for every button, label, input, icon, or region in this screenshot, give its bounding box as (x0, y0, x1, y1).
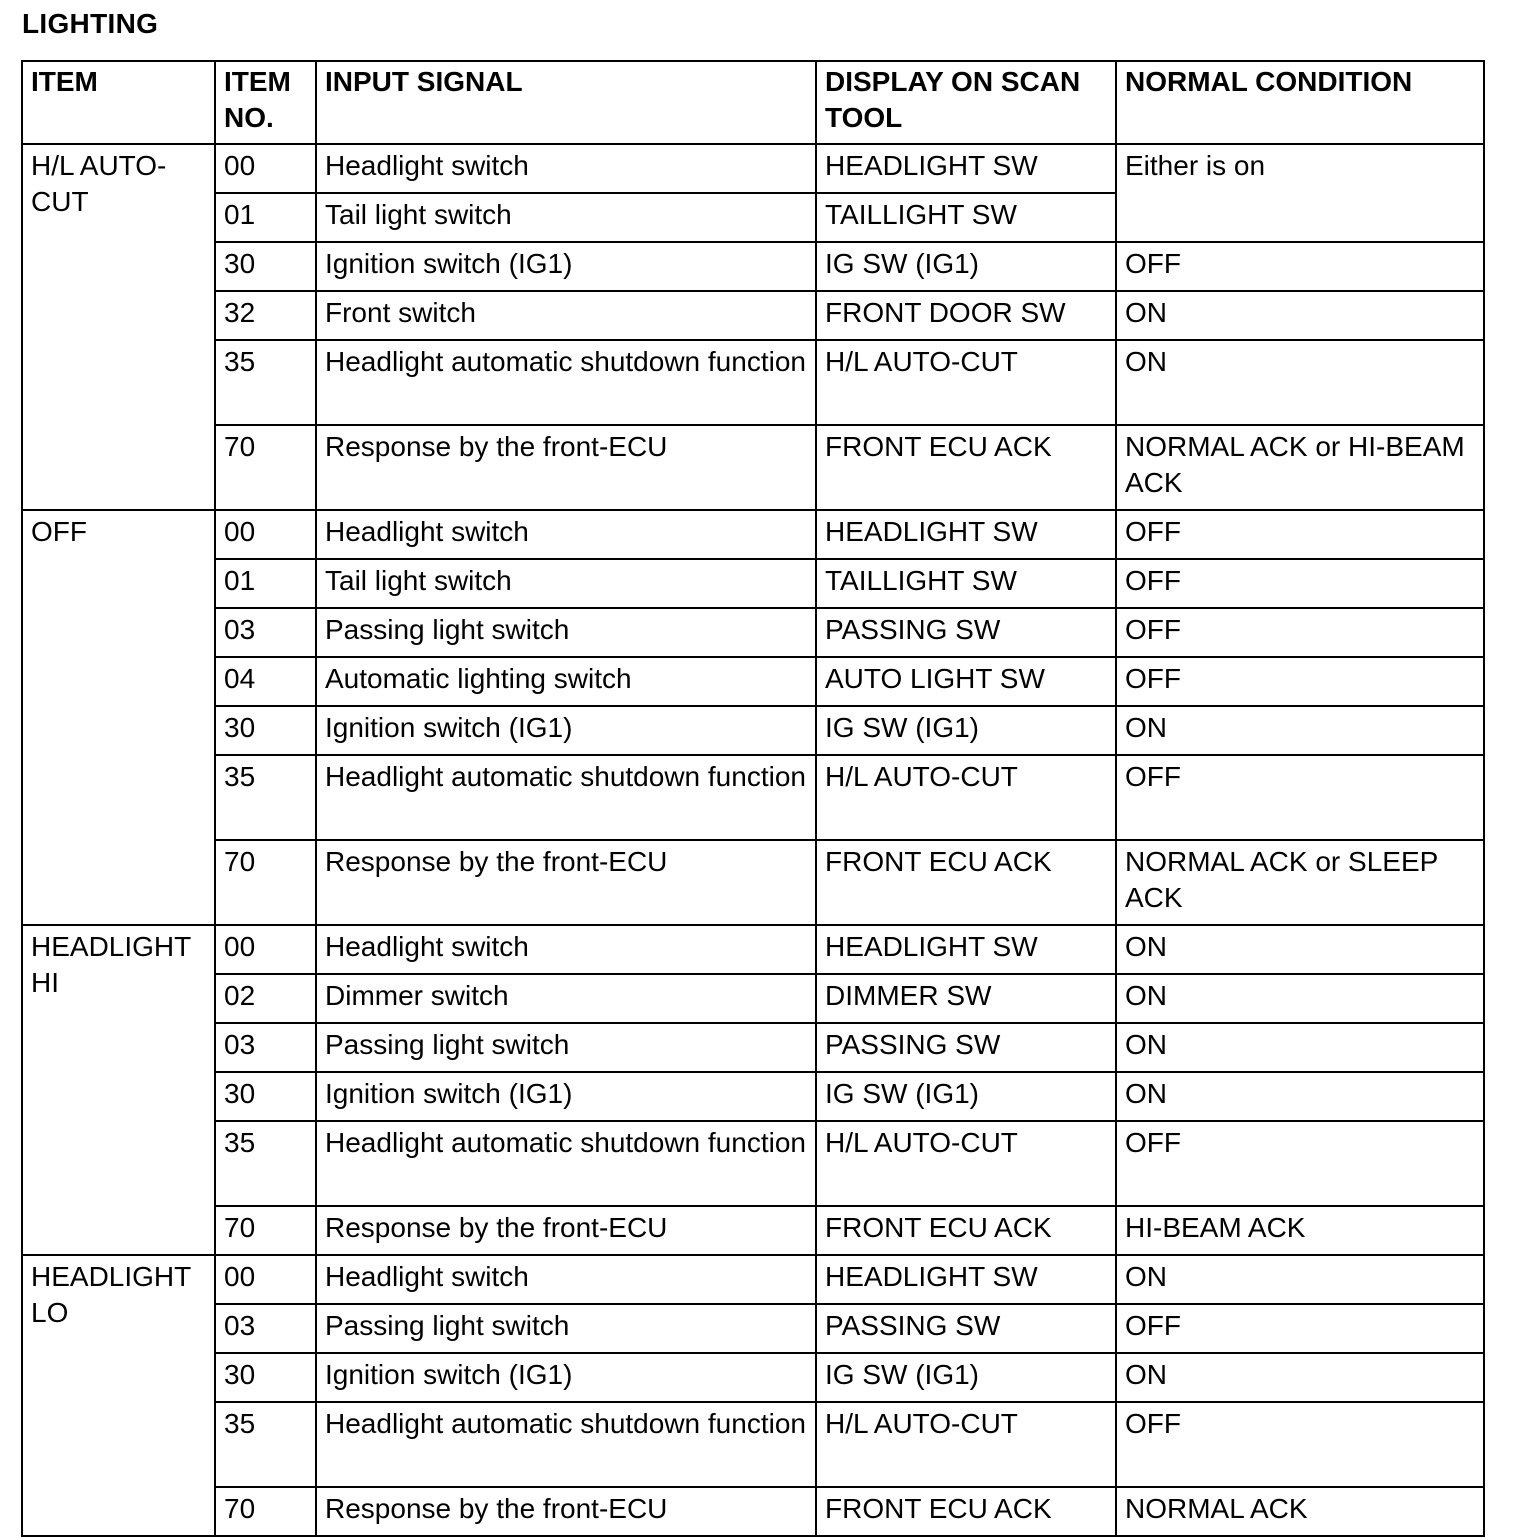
display-cell: IG SW (IG1) (816, 242, 1116, 291)
display-cell: IG SW (IG1) (816, 706, 1116, 755)
input-signal-cell: Automatic lighting switch (316, 657, 816, 706)
table-row (22, 755, 1484, 840)
display-cell: FRONT ECU ACK (816, 1206, 1116, 1255)
input-signal-cell: Headlight switch (316, 144, 816, 193)
column-header-display: DISPLAY ON SCAN TOOL (816, 61, 1116, 144)
item-no-cell: 30 (215, 1353, 316, 1402)
display-cell: HEADLIGHT SW (816, 1255, 1116, 1304)
input-signal-cell: Response by the front-ECU (316, 840, 816, 925)
item-no-cell: 70 (215, 1206, 316, 1255)
item-cell: HEADLIGHT LO (22, 1255, 215, 1536)
item-no-cell: 00 (215, 925, 316, 974)
normal-condition-cell: ON (1116, 925, 1484, 974)
table-row (22, 1121, 1484, 1206)
table-row (22, 1072, 1484, 1121)
table-row (22, 425, 1484, 510)
normal-condition-cell: OFF (1116, 242, 1484, 291)
item-no-cell: 70 (215, 1487, 316, 1536)
display-cell: H/L AUTO-CUT (816, 1402, 1116, 1487)
table-row (22, 840, 1484, 925)
normal-condition-cell: NORMAL ACK or HI-BEAM ACK (1116, 425, 1484, 510)
display-cell: FRONT ECU ACK (816, 425, 1116, 510)
input-signal-cell: Ignition switch (IG1) (316, 1072, 816, 1121)
input-signal-cell: Dimmer switch (316, 974, 816, 1023)
item-no-cell: 35 (215, 1121, 316, 1206)
normal-condition-cell: ON (1116, 1353, 1484, 1402)
item-no-cell: 01 (215, 193, 316, 242)
item-no-cell: 00 (215, 144, 316, 193)
normal-condition-cell: ON (1116, 974, 1484, 1023)
input-signal-cell: Tail light switch (316, 193, 816, 242)
item-no-cell: 30 (215, 1072, 316, 1121)
column-header-item-no: ITEM NO. (215, 61, 316, 144)
table-row (22, 340, 1484, 425)
table-row (22, 1487, 1484, 1536)
input-signal-cell: Response by the front-ECU (316, 425, 816, 510)
table-row (22, 242, 1484, 291)
display-cell: TAILLIGHT SW (816, 193, 1116, 242)
table-row (22, 608, 1484, 657)
table-row (22, 1206, 1484, 1255)
table-row (22, 144, 1484, 193)
normal-condition-cell: OFF (1116, 1402, 1484, 1487)
display-cell: FRONT DOOR SW (816, 291, 1116, 340)
lighting-table (21, 60, 1485, 1537)
display-cell: IG SW (IG1) (816, 1072, 1116, 1121)
input-signal-cell: Front switch (316, 291, 816, 340)
item-no-cell: 32 (215, 291, 316, 340)
table-row (22, 1402, 1484, 1487)
table-row (22, 974, 1484, 1023)
display-cell: H/L AUTO-CUT (816, 755, 1116, 840)
input-signal-cell: Headlight switch (316, 1255, 816, 1304)
normal-condition-cell: ON (1116, 340, 1484, 425)
item-no-cell: 00 (215, 1255, 316, 1304)
display-cell: IG SW (IG1) (816, 1353, 1116, 1402)
item-no-cell: 35 (215, 1402, 316, 1487)
input-signal-cell: Headlight automatic shutdown function (316, 755, 816, 840)
normal-condition-cell: ON (1116, 706, 1484, 755)
input-signal-cell: Headlight switch (316, 925, 816, 974)
display-cell: DIMMER SW (816, 974, 1116, 1023)
table-row (22, 925, 1484, 974)
item-no-cell: 03 (215, 1304, 316, 1353)
header-row (22, 61, 1484, 144)
normal-condition-cell: ON (1116, 1072, 1484, 1121)
display-cell: H/L AUTO-CUT (816, 340, 1116, 425)
input-signal-cell: Headlight automatic shutdown function (316, 1402, 816, 1487)
table-row (22, 1353, 1484, 1402)
display-cell: FRONT ECU ACK (816, 1487, 1116, 1536)
display-cell: PASSING SW (816, 1023, 1116, 1072)
table-row (22, 291, 1484, 340)
input-signal-cell: Passing light switch (316, 608, 816, 657)
table-row (22, 657, 1484, 706)
table-row (22, 510, 1484, 559)
item-no-cell: 03 (215, 1023, 316, 1072)
display-cell: PASSING SW (816, 1304, 1116, 1353)
column-header-item: ITEM (22, 61, 215, 144)
input-signal-cell: Ignition switch (IG1) (316, 706, 816, 755)
table-body (22, 144, 1484, 1536)
input-signal-cell: Headlight automatic shutdown function (316, 1121, 816, 1206)
normal-condition-cell: Either is on (1116, 144, 1484, 242)
item-no-cell: 03 (215, 608, 316, 657)
input-signal-cell: Headlight automatic shutdown function (316, 340, 816, 425)
column-header-normal-condition: NORMAL CONDITION (1116, 61, 1484, 144)
page-title: LIGHTING (22, 8, 159, 39)
item-no-cell: 30 (215, 706, 316, 755)
normal-condition-cell: OFF (1116, 559, 1484, 608)
display-cell: H/L AUTO-CUT (816, 1121, 1116, 1206)
display-cell: FRONT ECU ACK (816, 840, 1116, 925)
item-no-cell: 70 (215, 425, 316, 510)
item-no-cell: 00 (215, 510, 316, 559)
column-header-input-signal: INPUT SIGNAL (316, 61, 816, 144)
normal-condition-cell: NORMAL ACK (1116, 1487, 1484, 1536)
normal-condition-cell: ON (1116, 1255, 1484, 1304)
item-no-cell: 35 (215, 340, 316, 425)
input-signal-cell: Response by the front-ECU (316, 1206, 816, 1255)
normal-condition-cell: ON (1116, 1023, 1484, 1072)
input-signal-cell: Passing light switch (316, 1304, 816, 1353)
input-signal-cell: Ignition switch (IG1) (316, 1353, 816, 1402)
normal-condition-cell: OFF (1116, 608, 1484, 657)
item-no-cell: 70 (215, 840, 316, 925)
display-cell: PASSING SW (816, 608, 1116, 657)
table-row (22, 1023, 1484, 1072)
table-row (22, 1255, 1484, 1304)
input-signal-cell: Passing light switch (316, 1023, 816, 1072)
normal-condition-cell: ON (1116, 291, 1484, 340)
input-signal-cell: Response by the front-ECU (316, 1487, 816, 1536)
item-cell: H/L AUTO-CUT (22, 144, 215, 510)
normal-condition-cell: NORMAL ACK or SLEEP ACK (1116, 840, 1484, 925)
table-row (22, 1304, 1484, 1353)
input-signal-cell: Headlight switch (316, 510, 816, 559)
item-cell: OFF (22, 510, 215, 925)
display-cell: HEADLIGHT SW (816, 144, 1116, 193)
display-cell: HEADLIGHT SW (816, 925, 1116, 974)
item-cell: HEADLIGHT HI (22, 925, 215, 1255)
normal-condition-cell: OFF (1116, 657, 1484, 706)
normal-condition-cell: OFF (1116, 1121, 1484, 1206)
table-row (22, 706, 1484, 755)
item-no-cell: 02 (215, 974, 316, 1023)
display-cell: TAILLIGHT SW (816, 559, 1116, 608)
display-cell: HEADLIGHT SW (816, 510, 1116, 559)
normal-condition-cell: OFF (1116, 755, 1484, 840)
normal-condition-cell: OFF (1116, 1304, 1484, 1353)
input-signal-cell: Ignition switch (IG1) (316, 242, 816, 291)
normal-condition-cell: HI-BEAM ACK (1116, 1206, 1484, 1255)
normal-condition-cell: OFF (1116, 510, 1484, 559)
item-no-cell: 04 (215, 657, 316, 706)
item-no-cell: 35 (215, 755, 316, 840)
input-signal-cell: Tail light switch (316, 559, 816, 608)
item-no-cell: 01 (215, 559, 316, 608)
item-no-cell: 30 (215, 242, 316, 291)
table-row (22, 559, 1484, 608)
display-cell: AUTO LIGHT SW (816, 657, 1116, 706)
